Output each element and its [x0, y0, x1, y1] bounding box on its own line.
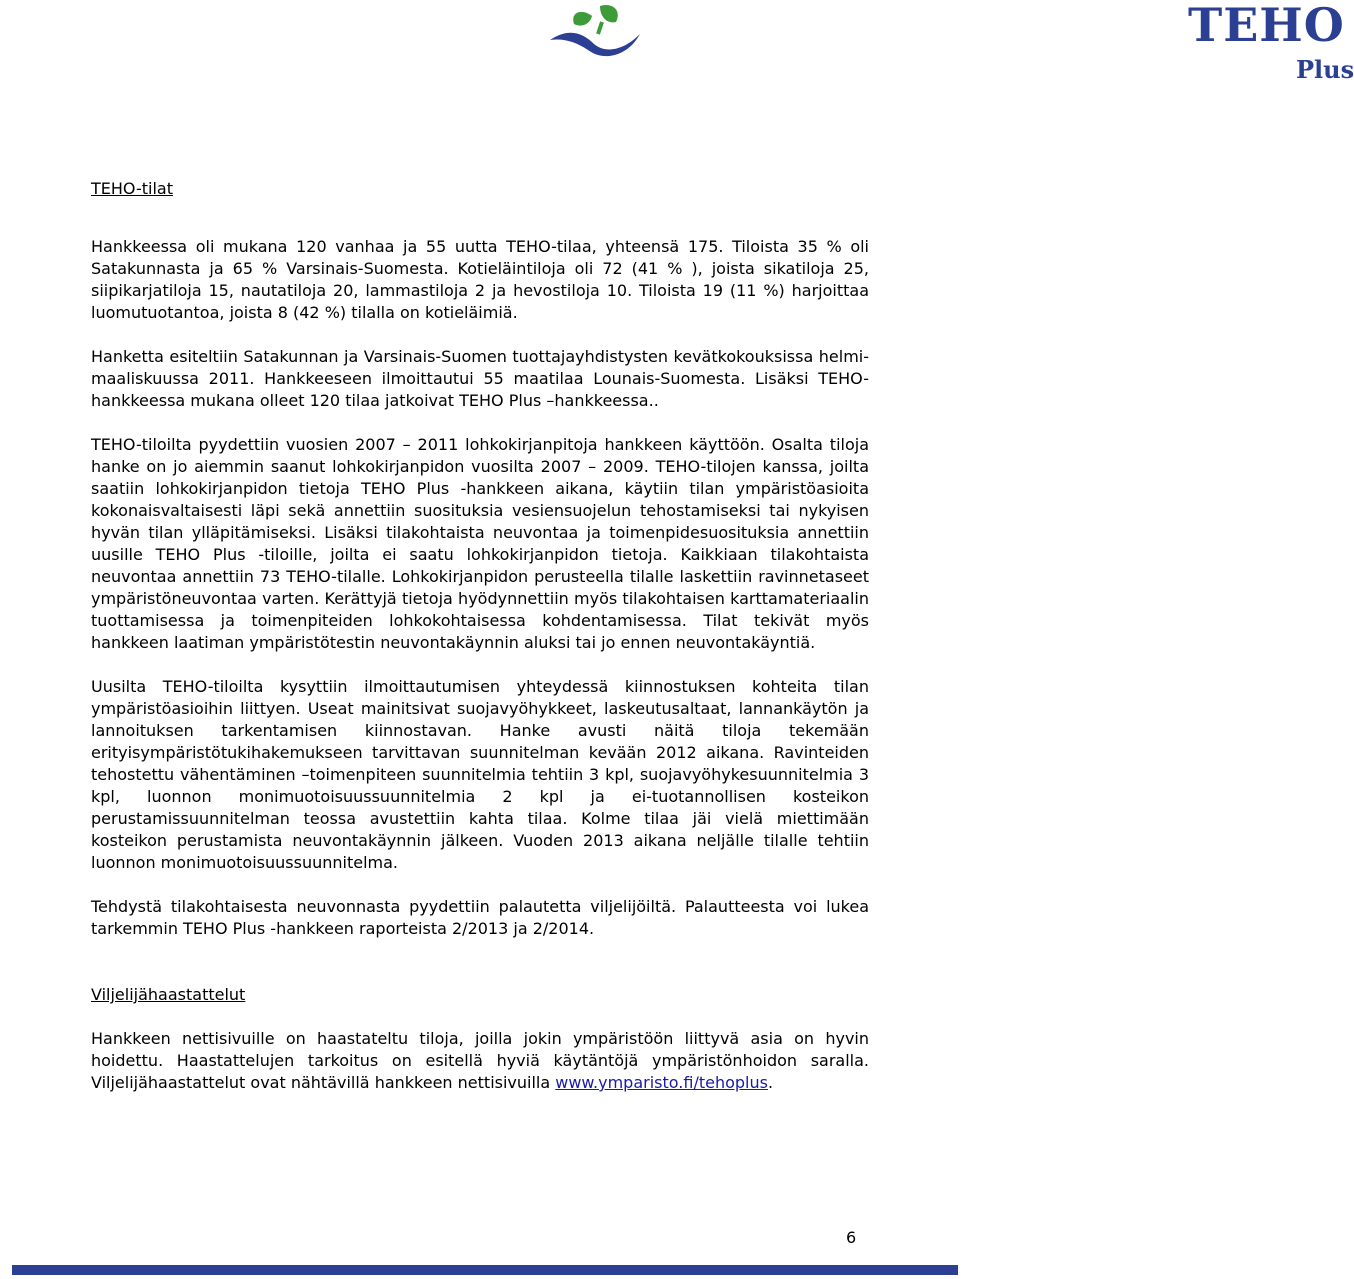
paragraph: Uusilta TEHO-tiloilta kysyttiin ilmoittautumisen yhteydessä kiinnostuksen kohteita tilan ympäristöasioihin liittyen. Useat mainitsivat suojavyöhykkeet, laskeutusaltaat, lannankäytön ja lannoituksen tarkentamisen kiinnostavan. Hanke avusti näitä tiloja tekemään erityisympäristötukihakemukseen tarvittavan suunnitelman kevään 2012 aikana. Ravinteiden tehostettu vähentäminen –toimenpiteen suunnitelmia tehtiin 3 kpl, suojavyöhykesuunnitelmia 3 kpl, luonnon monimuotoisuussuunnitelmia 2 kpl ja ei-tuotannollisen kosteikon perustamissuunnitelman teossa avustettiin kahta tilaa. Kolme tilaa jäi vielä miettimään kosteikon perustamista neuvontakäynnin jälkeen. Vuoden 2013 aikana neljälle tilalle tehtiin luonnon monimuotoisuussuunnitelma.	[91, 677, 869, 872]
logo-title: TEHO	[1188, 0, 1345, 52]
page-number: 6	[846, 1228, 857, 1247]
leaf-wave-icon	[548, 0, 648, 60]
document-body	[91, 178, 869, 1094]
footer-bar	[12, 1265, 958, 1275]
paragraph-end: .	[767, 1073, 774, 1092]
paragraph: Hankkeessa oli mukana 120 vanhaa ja 55 uutta TEHO-tilaa, yhteensä 175. Tiloista 35 % oli Satakunnasta ja 65 % Varsinais-Suomesta. Kotieläintiloja oli 72 (41 % ), joista sikatiloja 25, siipikarjatiloja 15, nautatiloja 20, lammastiloja 2 ja hevostiloja 10. Tiloista 19 (11 %) harjoittaa luomutuotantoa, joista 8 (42 %) tilalla on kotieläimiä.	[91, 237, 869, 322]
section-title-viljelijahaastattelut: Viljelijähaastattelut	[91, 985, 246, 1004]
paragraph: Hanketta esiteltiin Satakunnan ja Varsinais-Suomen tuottajayhdistysten kevätkokouksissa helmi-maaliskuussa 2011. Hankkeeseen ilmoittautui 55 maatilaa Lounais-Suomesta. Lisäksi TEHO-hankkeessa mukana olleet 120 tilaa jatkoivat TEHO Plus –hankkeessa..	[91, 347, 869, 410]
paragraph-text: Hankkeen nettisivuille on haastateltu tiloja, joilla jokin ympäristöön liittyvä asia on hyvin hoidettu. Haastattelujen tarkoitus on esitellä hyviä käytäntöjä ympäristönhoidon saralla. Viljelijähaastattelut ovat nähtävillä hankkeen nettisivuilla	[91, 1029, 869, 1092]
teho-plus-logo	[548, 0, 1354, 92]
website-link[interactable]: www.ymparisto.fi/tehoplus	[555, 1073, 768, 1092]
section-title-teho-tilat: TEHO-tilat	[91, 179, 173, 198]
logo-subtitle: Plus	[1296, 55, 1354, 84]
paragraph: TEHO-tiloilta pyydettiin vuosien 2007 – 2011 lohkokirjanpitoja hankkeen käyttöön. Osalta tiloja hanke on jo aiemmin saanut lohkokirjanpidon vuosilta 2007 – 2009. TEHO-tilojen kanssa, joilta saatiin lohkokirjanpidon tietoja TEHO Plus -hankkeen aikana, käytiin tilan ympäristöasioita kokonaisvaltaisesti läpi sekä annettiin suosituksia vesiensuojelun tehostamiseksi tai nykyisen hyvän tilan ylläpitämiseksi. Lisäksi tilakohtaista neuvontaa ja toimenpidesuosituksia annettiin uusille TEHO Plus -tiloille, joilta ei saatu lohkokirjanpidon tietoja. Kaikkiaan tilakohtaista neuvontaa annettiin 73 TEHO-tilalle. Lohkokirjanpidon perusteella tilalle laskettiin ravinnetaseet ympäristöneuvontaa varten. Kerättyjä tietoja hyödynnettiin myös tilakohtaisen karttamateriaalin tuottamisessa ja toimenpiteiden lohkokohtaisessa kohdentamisessa. Tilat tekivät myös hankkeen laatiman ympäristötestin neuvontakäynnin aluksi tai jo ennen neuvontakäyntiä.	[91, 435, 869, 652]
paragraph	[91, 1028, 869, 1094]
paragraph: Tehdystä tilakohtaisesta neuvonnasta pyydettiin palautetta viljelijöiltä. Palautteesta voi lukea tarkemmin TEHO Plus -hankkeen raporteista 2/2013 ja 2/2014.	[91, 897, 869, 938]
